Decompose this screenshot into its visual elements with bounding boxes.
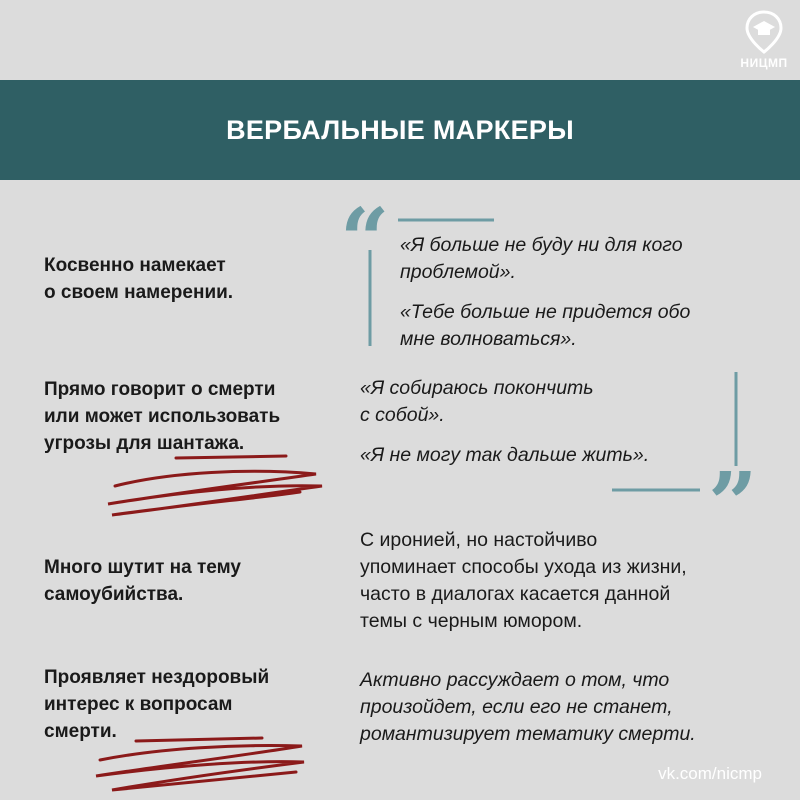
logo-text: НИЦМП [740, 56, 788, 70]
marker-example-1 [400, 232, 760, 353]
marker-example-4: Активно рассуждает о том, что произойдет, если его не станет, романтизирует тематику смерти. [360, 669, 696, 745]
footer-url: vk.com/nicmp [658, 764, 762, 783]
example-quote: «Тебе больше не придется обо мне волноваться». [400, 301, 691, 350]
marker-example-3: С иронией, но настойчиво упоминает способы ухода из жизни, часто в диалогах касается данной темы с черным юмором. [360, 529, 687, 632]
example-quote: «Я собираюсь покончить с собой». [360, 377, 594, 426]
close-quote-icon: ” [708, 454, 758, 555]
scribble-underline-1 [108, 456, 322, 515]
marker-example-2 [360, 375, 720, 469]
marker-label-1: Косвенно намекает о своем намерении. [44, 255, 234, 303]
marker-label-2: Прямо говорит о смерти или может использовать угрозы для шантажа. [44, 379, 281, 454]
page-title: ВЕРБАЛЬНЫЕ МАРКЕРЫ [226, 114, 574, 145]
marker-label-3: Много шутит на тему самоубийства. [44, 557, 241, 605]
example-quote: «Я больше не буду ни для кого проблемой». [400, 234, 683, 283]
open-quote-icon: “ [340, 190, 390, 291]
marker-label-4: Проявляет нездоровый интерес к вопросам смерти. [44, 667, 270, 742]
scribble-underline-2 [96, 738, 304, 790]
example-quote: «Я не могу так дальше жить». [360, 444, 650, 466]
